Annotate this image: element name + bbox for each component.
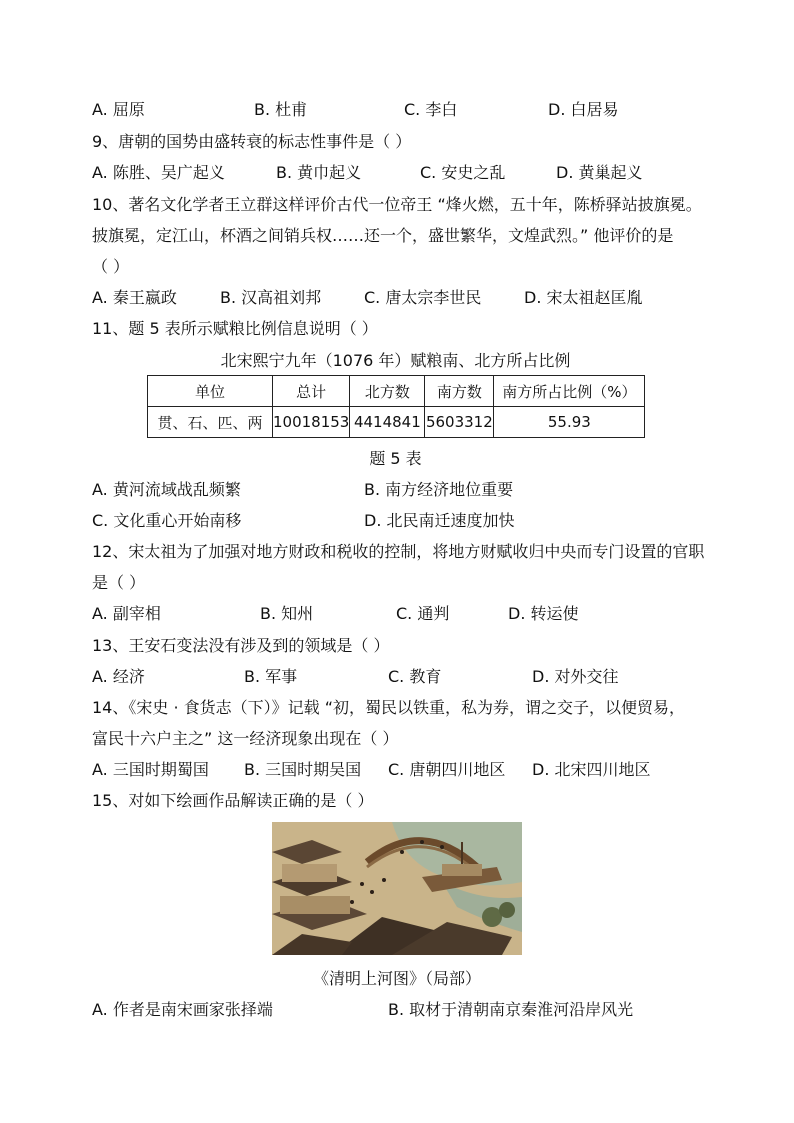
- q14-stem-line2: 富民十六户主之” 这一经济现象出现在（ ）: [92, 729, 399, 748]
- q11-option-b: B. 南方经济地位重要: [364, 480, 514, 499]
- q10-stem-line1: 10、著名文化学者王立群这样评价古代一位帝王 “烽火燃，五十年，陈桥驿站披旗冕。: [92, 195, 702, 214]
- q11-option-d: D. 北民南迁速度加快: [364, 511, 515, 530]
- q12-option-c: C. 通判: [396, 604, 450, 623]
- qingming-painting-image: [272, 822, 522, 955]
- table-cell: 贯、石、匹、两: [148, 407, 273, 438]
- q13-stem: 13、王安石变法没有涉及到的领域是（ ）: [92, 636, 390, 655]
- q9-option-c: C. 安史之乱: [420, 163, 506, 182]
- painting-illustration: [272, 822, 522, 955]
- q9-option-d: D. 黄巢起义: [556, 163, 643, 182]
- q14-option-d: D. 北宋四川地区: [532, 760, 651, 779]
- q12-stem-line1: 12、宋太祖为了加强对地方财政和税收的控制，将地方财赋收归中央而专门设置的官职: [92, 542, 705, 561]
- q14-option-c: C. 唐朝四川地区: [388, 760, 506, 779]
- q11-stem: 11、题 5 表所示赋粮比例信息说明（ ）: [92, 319, 378, 338]
- q12-option-a: A. 副宰相: [92, 604, 161, 623]
- table-header-cell: 单位: [148, 376, 273, 407]
- painting-caption: 《清明上河图》（局部）: [312, 969, 481, 988]
- table-header-cell: 南方所占比例（%）: [494, 376, 645, 407]
- table-cell: 4414841: [350, 407, 425, 438]
- table-cell: 5603312: [425, 407, 494, 438]
- q15-option-b: B. 取材于清朝南京秦淮河沿岸风光: [388, 1000, 634, 1019]
- q11-table-caption: 题 5 表: [369, 449, 422, 468]
- q8-option-d: D. 白居易: [548, 100, 619, 119]
- q15-stem: 15、对如下绘画作品解读正确的是（ ）: [92, 791, 374, 810]
- table-cell: 55.93: [494, 407, 645, 438]
- table-row: [148, 407, 645, 438]
- q13-option-a: A. 经济: [92, 667, 145, 686]
- q10-option-b: B. 汉高祖刘邦: [220, 288, 322, 307]
- q13-option-d: D. 对外交往: [532, 667, 619, 686]
- table-header-row: [148, 376, 645, 407]
- q10-stem-line3: （ ）: [92, 257, 130, 276]
- q10-stem-line2: 披旗冕，定江山，杯酒之间销兵权……还一个，盛世繁华，文煌武烈。” 他评价的是: [92, 226, 674, 245]
- q9-option-a: A. 陈胜、吴广起义: [92, 163, 225, 182]
- q11-table-title: 北宋熙宁九年（1076 年）赋粮南、北方所占比例: [220, 351, 571, 370]
- table-header-cell: 南方数: [425, 376, 494, 407]
- q14-option-a: A. 三国时期蜀国: [92, 760, 209, 779]
- q13-option-c: C. 教育: [388, 667, 442, 686]
- q15-option-a: A. 作者是南宋画家张择端: [92, 1000, 273, 1019]
- table-header-cell: 总计: [273, 376, 350, 407]
- q10-option-c: C. 唐太宗李世民: [364, 288, 482, 307]
- q9-option-b: B. 黄巾起义: [276, 163, 362, 182]
- q8-option-c: C. 李白: [404, 100, 458, 119]
- q12-option-d: D. 转运使: [508, 604, 579, 623]
- table-header-cell: 北方数: [350, 376, 425, 407]
- q8-option-b: B. 杜甫: [254, 100, 308, 119]
- q12-stem-line2: 是（ ）: [92, 573, 146, 592]
- q11-option-c: C. 文化重心开始南移: [92, 511, 242, 530]
- q14-option-b: B. 三国时期吴国: [244, 760, 362, 779]
- q10-option-a: A. 秦王嬴政: [92, 288, 177, 307]
- q9-stem: 9、唐朝的国势由盛转衰的标志性事件是（ ）: [92, 132, 412, 151]
- q11-option-a: A. 黄河流域战乱频繁: [92, 480, 241, 499]
- table-cell: 10018153: [273, 407, 350, 438]
- q8-option-a: A. 屈原: [92, 100, 145, 119]
- q14-stem-line1: 14、《宋史 · 食货志（下）》记载 “初，蜀民以铁重，私为券，谓之交子，以便贸易，: [92, 698, 685, 717]
- q13-option-b: B. 军事: [244, 667, 298, 686]
- q10-option-d: D. 宋太祖赵匡胤: [524, 288, 643, 307]
- q12-option-b: B. 知州: [260, 604, 314, 623]
- tax-ratio-table: [147, 375, 645, 438]
